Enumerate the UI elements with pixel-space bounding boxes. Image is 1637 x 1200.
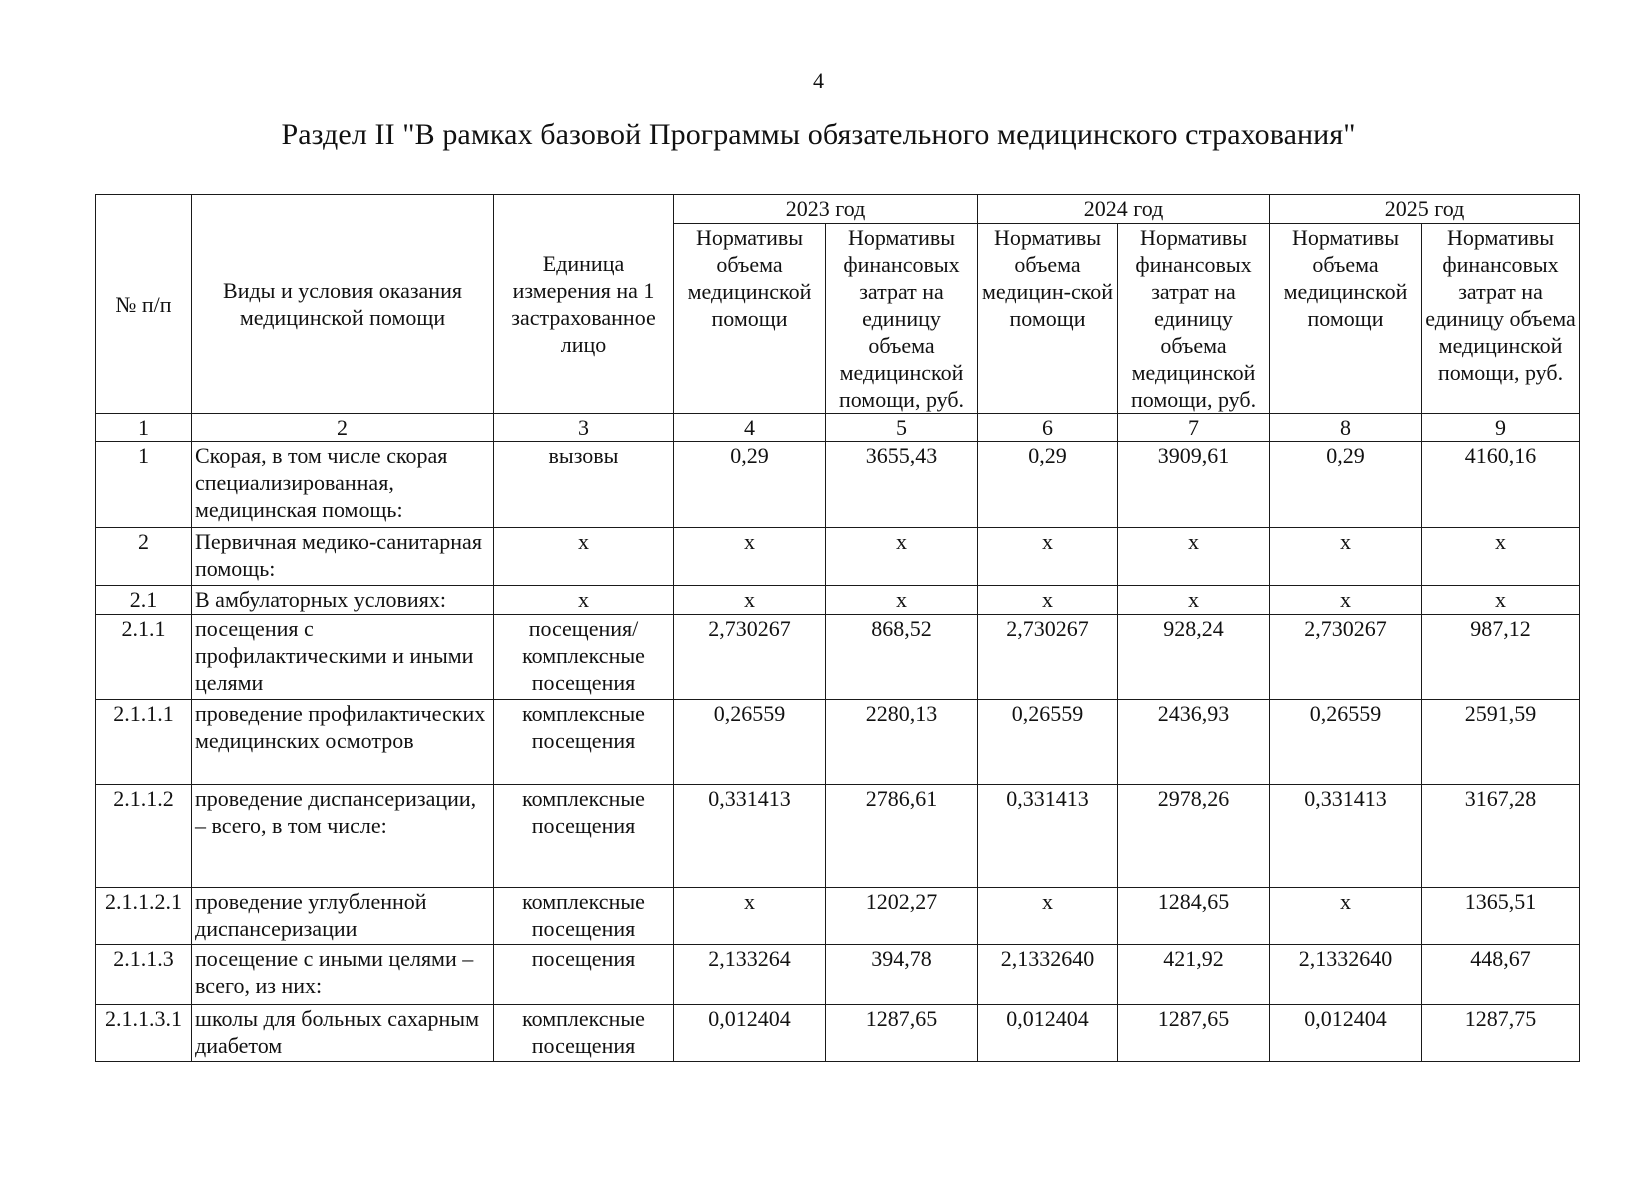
- cost-2025: 4160,16: [1422, 442, 1580, 528]
- row-number: 2.1.1.3: [96, 945, 192, 1005]
- row-number: 2.1: [96, 586, 192, 615]
- column-number: 7: [1118, 414, 1270, 442]
- table-row: [96, 785, 1580, 888]
- row-number: 2.1.1.2: [96, 785, 192, 888]
- cost-2025: х: [1422, 586, 1580, 615]
- row-name: школы для больных сахарным диабетом: [192, 1005, 494, 1062]
- row-number: 2.1.1: [96, 615, 192, 700]
- table-row: [96, 700, 1580, 785]
- header-volume-2025: Нормативы объема медицинской помощи: [1270, 224, 1422, 414]
- column-numbers-row: [96, 414, 1580, 442]
- cost-2023: 2280,13: [826, 700, 978, 785]
- row-unit: посещения/ комплексные посещения: [494, 615, 674, 700]
- cost-2023: 394,78: [826, 945, 978, 1005]
- header-cost-2025: Нормативы финансовых затрат на единицу объема медицинской помощи, руб.: [1422, 224, 1580, 414]
- column-number: 9: [1422, 414, 1580, 442]
- row-name: Скорая, в том числе скорая специализированная, медицинская помощь:: [192, 442, 494, 528]
- table-row: [96, 1005, 1580, 1062]
- volume-2024: 2,730267: [978, 615, 1118, 700]
- header-year-row: [96, 195, 1580, 224]
- row-unit: комплексные посещения: [494, 785, 674, 888]
- header-year-2025: 2025 год: [1270, 195, 1580, 224]
- volume-2024: 2,1332640: [978, 945, 1118, 1005]
- column-number: 4: [674, 414, 826, 442]
- cost-2024: х: [1118, 586, 1270, 615]
- row-name: посещение с иными целями – всего, из них:: [192, 945, 494, 1005]
- cost-2025: 1287,75: [1422, 1005, 1580, 1062]
- cost-2024: 421,92: [1118, 945, 1270, 1005]
- cost-2024: 2436,93: [1118, 700, 1270, 785]
- cost-2024: 3909,61: [1118, 442, 1270, 528]
- row-unit: посещения: [494, 945, 674, 1005]
- volume-2024: х: [978, 888, 1118, 945]
- header-cost-2024: Нормативы финансовых затрат на единицу объема медицинской помощи, руб.: [1118, 224, 1270, 414]
- volume-2024: х: [978, 586, 1118, 615]
- cost-2023: х: [826, 586, 978, 615]
- cost-2025: 448,67: [1422, 945, 1580, 1005]
- row-unit: х: [494, 528, 674, 586]
- table-row: [96, 442, 1580, 528]
- row-number: 2.1.1.1: [96, 700, 192, 785]
- header-year-2024: 2024 год: [978, 195, 1270, 224]
- header-col-types: Виды и условия оказания медицинской помощи: [192, 195, 494, 414]
- section-title: Раздел II "В рамках базовой Программы обязательного медицинского страхования": [281, 118, 1356, 151]
- column-number: 8: [1270, 414, 1422, 442]
- cost-2024: х: [1118, 528, 1270, 586]
- row-name: посещения с профилактическими и иными целями: [192, 615, 494, 700]
- cost-2024: 1284,65: [1118, 888, 1270, 945]
- row-number: 2: [96, 528, 192, 586]
- column-number: 3: [494, 414, 674, 442]
- row-number: 2.1.1.3.1: [96, 1005, 192, 1062]
- column-number: 5: [826, 414, 978, 442]
- volume-2025: х: [1270, 586, 1422, 615]
- volume-2025: х: [1270, 888, 1422, 945]
- header-volume-2024: Нормативы объема медицин-ской помощи: [978, 224, 1118, 414]
- cost-2024: 2978,26: [1118, 785, 1270, 888]
- header-year-2023: 2023 год: [674, 195, 978, 224]
- row-unit: вызовы: [494, 442, 674, 528]
- table-row: [96, 945, 1580, 1005]
- volume-2023: 2,730267: [674, 615, 826, 700]
- row-unit: комплексные посещения: [494, 888, 674, 945]
- column-number: 6: [978, 414, 1118, 442]
- row-name: Первичная медико-санитарная помощь:: [192, 528, 494, 586]
- cost-2025: 987,12: [1422, 615, 1580, 700]
- cost-2024: 928,24: [1118, 615, 1270, 700]
- header-cost-2023: Нормативы финансовых затрат на единицу объема медицинской помощи, руб.: [826, 224, 978, 414]
- header-volume-2023: Нормативы объема медицинской помощи: [674, 224, 826, 414]
- table-row: [96, 615, 1580, 700]
- column-number: 2: [192, 414, 494, 442]
- header-col-unit: Единица измерения на 1 застрахованное лицо: [494, 195, 674, 414]
- row-name: В амбулаторных условиях:: [192, 586, 494, 615]
- volume-2023: 0,331413: [674, 785, 826, 888]
- cost-2025: 2591,59: [1422, 700, 1580, 785]
- cost-2023: 868,52: [826, 615, 978, 700]
- header-col-no: № п/п: [96, 195, 192, 414]
- volume-2025: 0,26559: [1270, 700, 1422, 785]
- cost-2023: 1202,27: [826, 888, 978, 945]
- table-row: [96, 528, 1580, 586]
- cost-2024: 1287,65: [1118, 1005, 1270, 1062]
- cost-2025: 1365,51: [1422, 888, 1580, 945]
- volume-2023: 0,26559: [674, 700, 826, 785]
- row-name: проведение углубленной диспансеризации: [192, 888, 494, 945]
- volume-2023: 2,133264: [674, 945, 826, 1005]
- row-unit: комплексные посещения: [494, 1005, 674, 1062]
- volume-2025: 0,29: [1270, 442, 1422, 528]
- cost-2023: 2786,61: [826, 785, 978, 888]
- volume-2025: 0,012404: [1270, 1005, 1422, 1062]
- row-unit: комплексные посещения: [494, 700, 674, 785]
- row-name: проведение профилактических медицинских осмотров: [192, 700, 494, 785]
- volume-2024: 0,331413: [978, 785, 1118, 888]
- cost-2025: 3167,28: [1422, 785, 1580, 888]
- volume-2023: 0,29: [674, 442, 826, 528]
- row-unit: х: [494, 586, 674, 615]
- cost-2023: х: [826, 528, 978, 586]
- volume-2025: 0,331413: [1270, 785, 1422, 888]
- table-row: [96, 888, 1580, 945]
- volume-2025: х: [1270, 528, 1422, 586]
- cost-2023: 3655,43: [826, 442, 978, 528]
- row-number: 1: [96, 442, 192, 528]
- volume-2023: 0,012404: [674, 1005, 826, 1062]
- table-row: [96, 586, 1580, 615]
- cost-2023: 1287,65: [826, 1005, 978, 1062]
- cost-2025: х: [1422, 528, 1580, 586]
- volume-2023: х: [674, 888, 826, 945]
- volume-2024: 0,29: [978, 442, 1118, 528]
- volume-2024: х: [978, 528, 1118, 586]
- volume-2025: 2,730267: [1270, 615, 1422, 700]
- volume-2024: 0,012404: [978, 1005, 1118, 1062]
- row-number: 2.1.1.2.1: [96, 888, 192, 945]
- volume-2024: 0,26559: [978, 700, 1118, 785]
- page-number: 4: [813, 68, 824, 93]
- volume-2023: х: [674, 586, 826, 615]
- row-name: проведение диспансеризации, – всего, в том числе:: [192, 785, 494, 888]
- volume-2023: х: [674, 528, 826, 586]
- column-number: 1: [96, 414, 192, 442]
- volume-2025: 2,1332640: [1270, 945, 1422, 1005]
- norms-table: [95, 194, 1580, 1062]
